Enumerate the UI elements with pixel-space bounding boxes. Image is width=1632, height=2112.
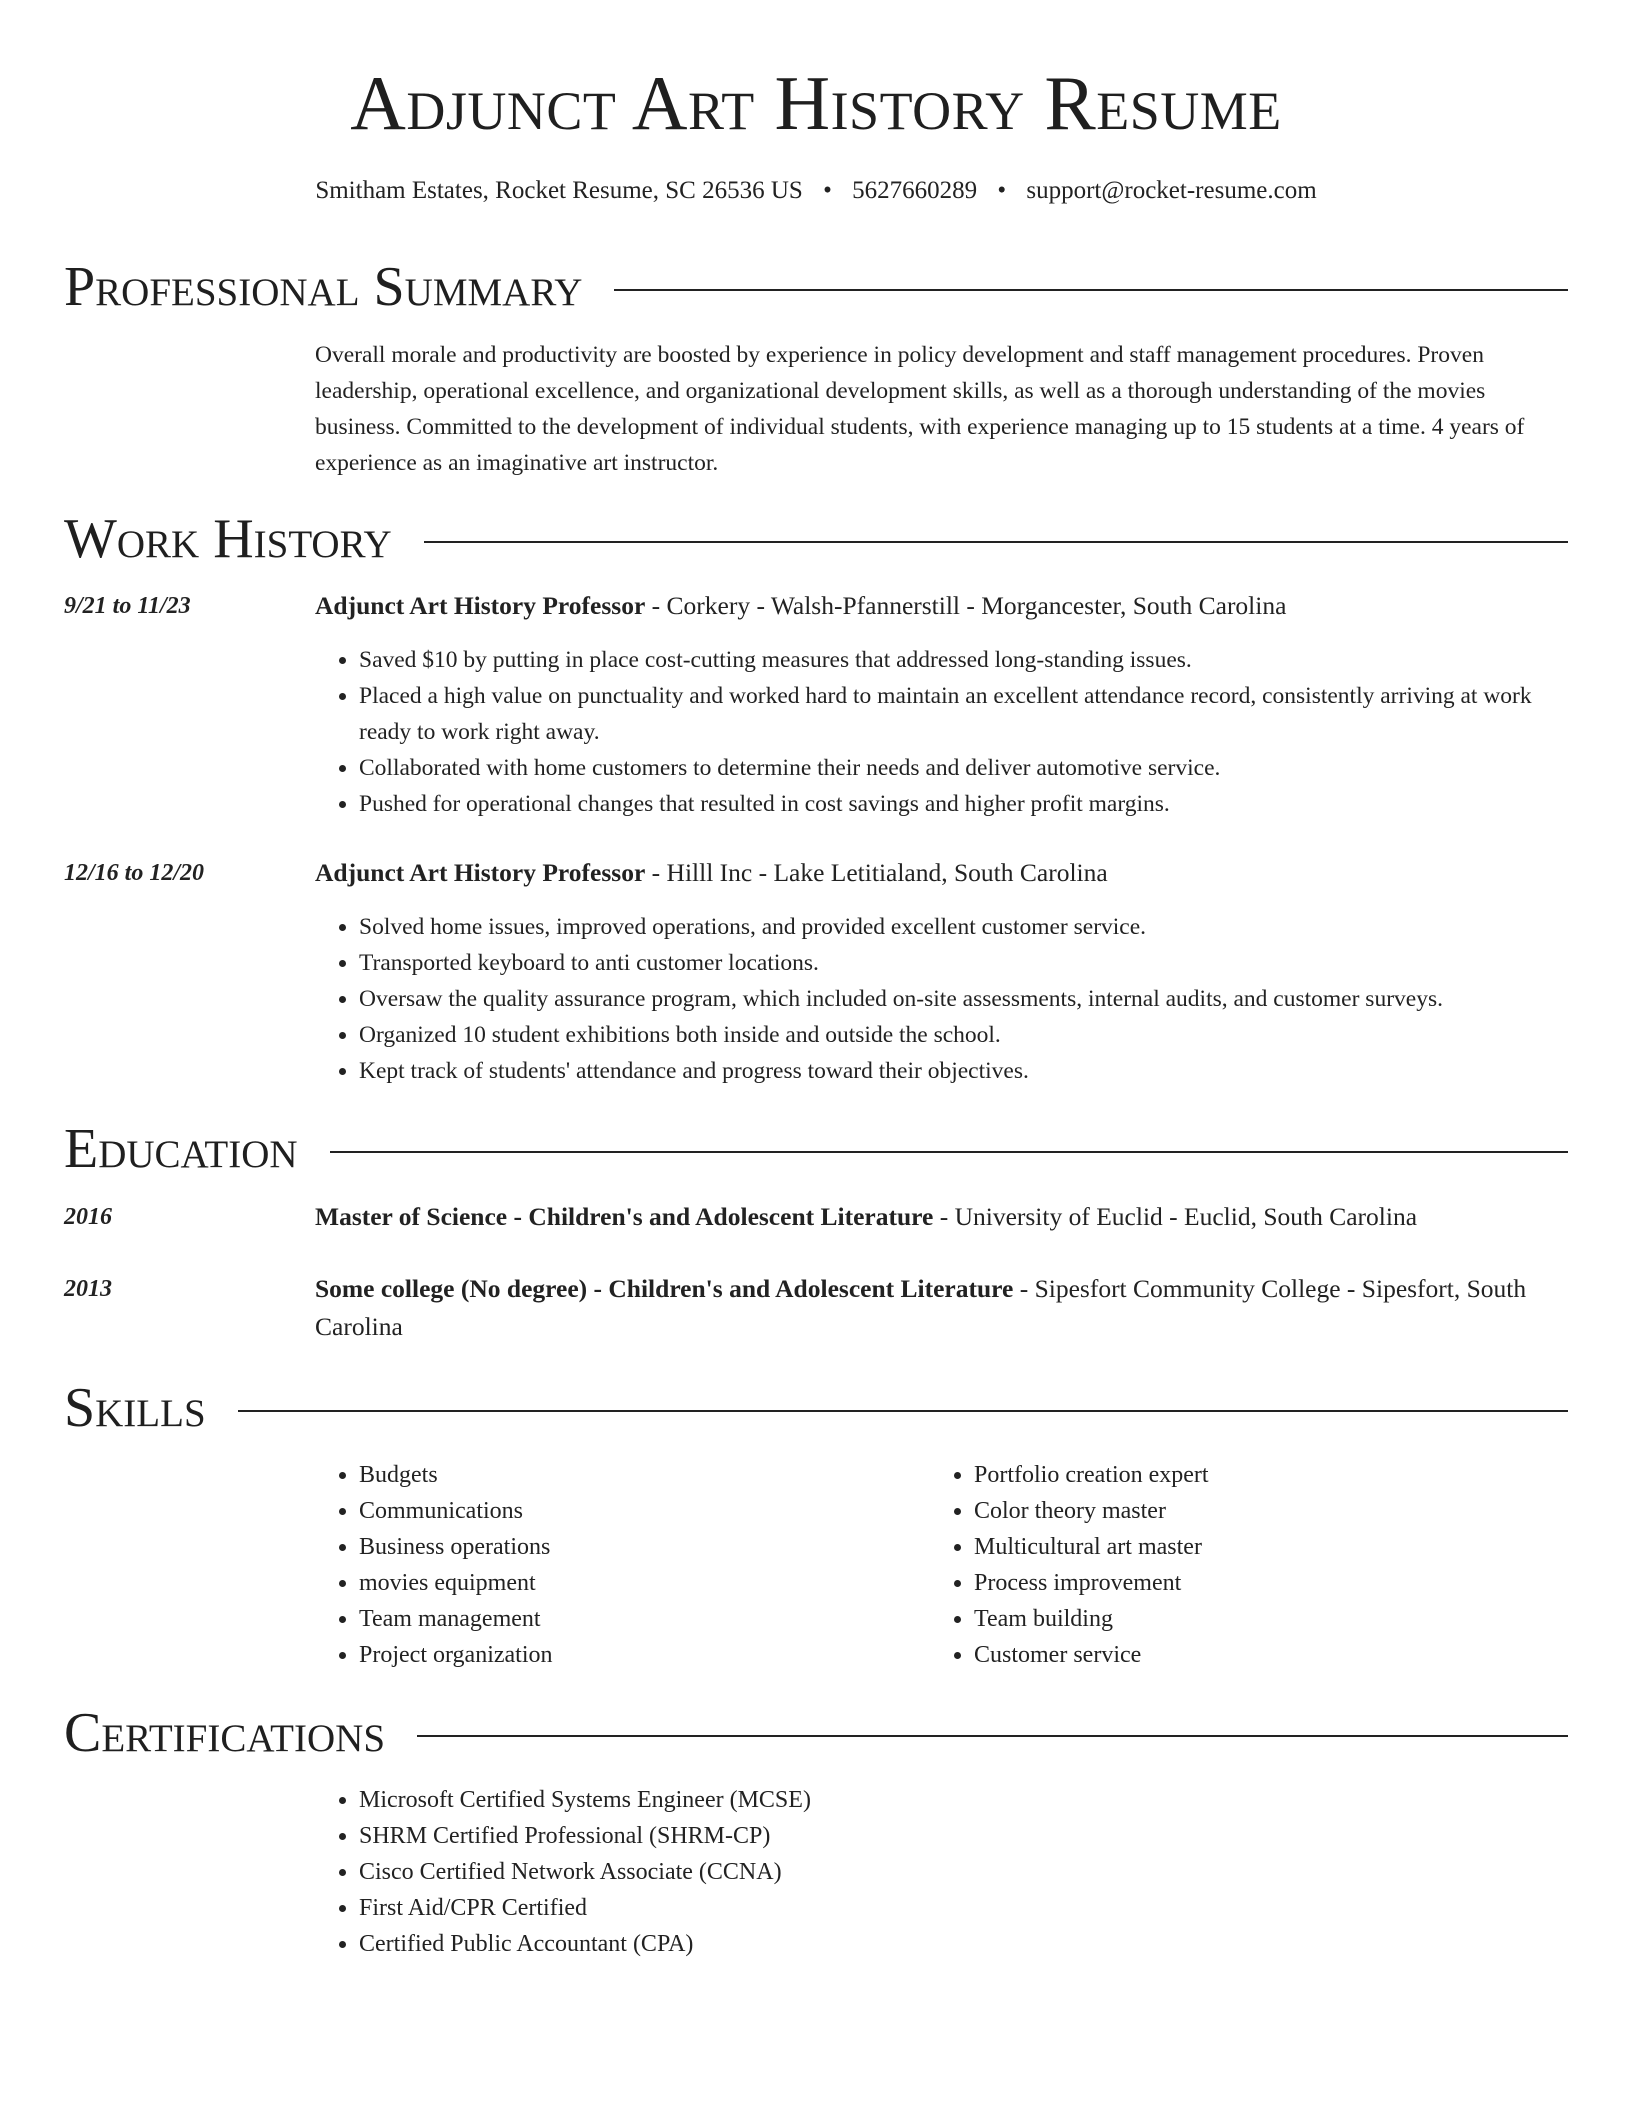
list-item: • movies equipment xyxy=(359,1565,915,1601)
list-item: • Budgets xyxy=(359,1457,915,1493)
section-divider xyxy=(330,1151,1568,1153)
education-year: 2013 xyxy=(64,1276,112,1302)
resume-name: Adjunct Art History Resume xyxy=(350,60,1282,146)
list-item: • Pushed for operational changes that resulted in cost savings and higher profit margins. xyxy=(359,786,1568,822)
job-role: Adjunct Art History Professor xyxy=(315,591,646,620)
section-title-education: Education xyxy=(64,1118,298,1180)
section-header-summary xyxy=(64,252,1568,322)
job-bullets xyxy=(315,642,1568,822)
list-item: • Project organization xyxy=(359,1637,915,1673)
list-item: • Process improvement xyxy=(974,1565,1530,1601)
section-header-work xyxy=(64,504,1568,574)
list-item: • Collaborated with home customers to determine their needs and deliver automotive service. xyxy=(359,750,1568,786)
section-divider xyxy=(238,1410,1568,1412)
list-item: • Color theory master xyxy=(974,1493,1530,1529)
list-item: • Team management xyxy=(359,1601,915,1637)
list-item: • Transported keyboard to anti customer locations. xyxy=(359,945,1568,981)
job-bullets xyxy=(315,909,1568,1089)
section-divider xyxy=(614,289,1568,291)
list-item: • Certified Public Accountant (CPA) xyxy=(359,1926,1568,1962)
contact-phone: 5627660289 xyxy=(852,177,978,204)
job-dates: 12/16 to 12/20 xyxy=(64,860,205,886)
education-entry xyxy=(315,1270,1568,1346)
section-title-summary: Professional Summary xyxy=(64,256,583,318)
section-title-skills: Skills xyxy=(64,1377,206,1439)
list-item: • Kept track of students' attendance and progress toward their objectives. xyxy=(359,1053,1568,1089)
education-details: - Sipesfort Community College - Sipesfort, South Carolina xyxy=(315,1274,1527,1341)
contact-address: Smitham Estates, Rocket Resume, SC 26536 US xyxy=(315,177,803,204)
contact-email[interactable]: support@rocket-resume.com xyxy=(1026,177,1317,204)
skills-list-left xyxy=(315,1457,915,1673)
education-degree: Master of Science - Children's and Adolescent Literature xyxy=(315,1202,934,1231)
list-item: • Customer service xyxy=(974,1637,1530,1673)
list-item: • Solved home issues, improved operations, and provided excellent customer service. xyxy=(359,909,1568,945)
list-item: • SHRM Certified Professional (SHRM-CP) xyxy=(359,1818,1568,1854)
section-header-certifications xyxy=(64,1698,1568,1768)
section-divider xyxy=(424,541,1568,543)
list-item: • Portfolio creation expert xyxy=(974,1457,1530,1493)
list-item: • Communications xyxy=(359,1493,915,1529)
list-item: • Organized 10 student exhibitions both inside and outside the school. xyxy=(359,1017,1568,1053)
job-details: - Hilll Inc - Lake Letitialand, South Carolina xyxy=(645,858,1108,887)
list-item: • Saved $10 by putting in place cost-cutting measures that addressed long-standing issues. xyxy=(359,642,1568,678)
education-year: 2016 xyxy=(64,1204,112,1230)
job-title-line xyxy=(315,854,1568,892)
section-header-skills xyxy=(64,1373,1568,1443)
section-header-education xyxy=(64,1114,1568,1184)
list-item: • Cisco Certified Network Associate (CCNA) xyxy=(359,1854,1568,1890)
list-item: • First Aid/CPR Certified xyxy=(359,1890,1568,1926)
job-dates: 9/21 to 11/23 xyxy=(64,593,191,619)
list-item: • Multicultural art master xyxy=(974,1529,1530,1565)
list-item: • Business operations xyxy=(359,1529,915,1565)
contact-line xyxy=(0,175,1632,207)
section-divider xyxy=(417,1735,1568,1737)
skills-list-right xyxy=(930,1457,1530,1673)
job-role: Adjunct Art History Professor xyxy=(315,858,646,887)
section-title-certifications: Certifications xyxy=(64,1702,386,1764)
section-title-work: Work History xyxy=(64,508,392,570)
list-item: • Oversaw the quality assurance program, which included on-site assessments, internal audits, and customer surveys. xyxy=(359,981,1568,1017)
job-title-line xyxy=(315,587,1568,625)
contact-separator: • xyxy=(823,177,832,204)
list-item: • Team building xyxy=(974,1601,1530,1637)
list-item: • Placed a high value on punctuality and worked hard to maintain an excellent attendance record, consistently arriving at work ready to work right away. xyxy=(359,678,1568,750)
contact-separator: • xyxy=(997,177,1007,204)
summary-text: Overall morale and productivity are boosted by experience in policy development and staff management procedures. Proven leadership, operational excellence, and organizational development skills, as well as a thorough understanding of the movies business. Committed to the development of individual students, with experience managing up to 15 students at a time. 4 years of experience as an imaginative art instructor. xyxy=(315,342,1525,476)
education-degree: Some college (No degree) - Children's and Adolescent Literature xyxy=(315,1274,1014,1303)
education-entry xyxy=(315,1198,1568,1236)
certifications-list xyxy=(315,1782,1568,1962)
job-details: - Corkery - Walsh-Pfannerstill - Morgancester, South Carolina xyxy=(645,591,1287,620)
list-item: • Microsoft Certified Systems Engineer (MCSE) xyxy=(359,1782,1568,1818)
education-details: - University of Euclid - Euclid, South Carolina xyxy=(933,1202,1418,1231)
